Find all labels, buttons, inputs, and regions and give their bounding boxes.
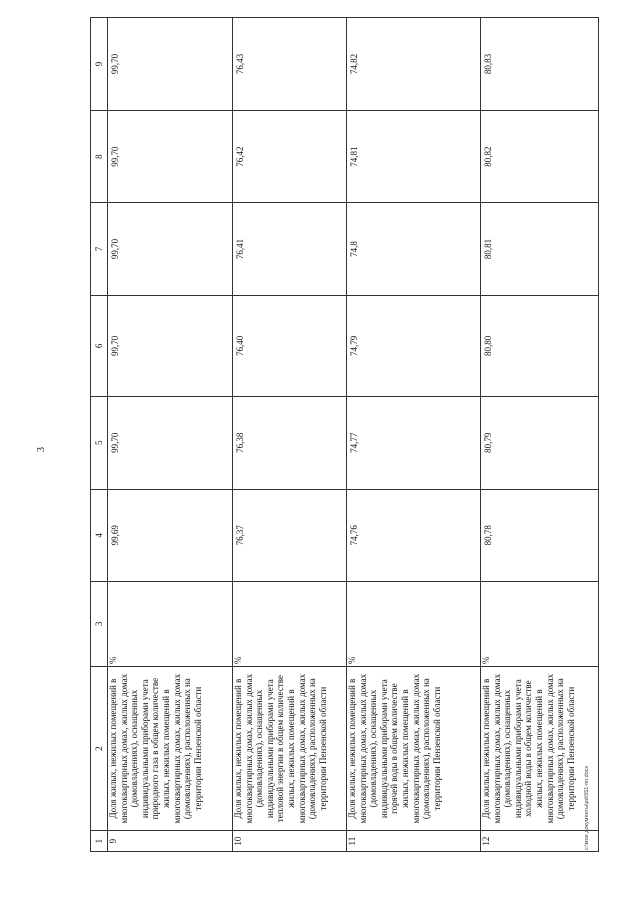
value-cell: 76,42 — [233, 111, 347, 203]
indicator-name: Доля жилых, нежилых помещений в многоквартирных домах, жилых домах (домовладениях), оснащенных индивидуальными приборами учета тепловой энергии в общем количестве жилых, нежилых помещений в многоквартирных домах, жилых домах (домовладениях), расположенных на территории Пензенской области — [233, 667, 347, 831]
indicator-name: Доля жилых, нежилых помещений в многоквартирных домах, жилых домах (домовладениях), оснащенных индивидуальными приборами учета холодной воды в общем количестве жилых, нежилых помещений в многоквартирных домах, жилых домах (домовладениях), расположенных на территории Пензенской области — [481, 667, 599, 831]
value-cell: 76,37 — [233, 489, 347, 581]
value-cell: 74,76 — [347, 489, 481, 581]
header-cell-7: 7 — [91, 203, 108, 296]
value-cell: 76,40 — [233, 296, 347, 397]
value-cell: 74,82 — [347, 18, 481, 111]
page-number: 3 — [36, 447, 47, 452]
indicators-table — [90, 17, 599, 852]
header-cell-2: 2 — [91, 667, 108, 831]
table-header-row — [91, 18, 108, 852]
value-cell: 74,79 — [347, 296, 481, 397]
row-number: 9 — [108, 831, 233, 852]
value-cell: 99,70 — [108, 203, 233, 296]
row-number: 11 — [347, 831, 481, 852]
value-cell: 80,80 — [481, 296, 599, 397]
value-cell: 80,82 — [481, 111, 599, 203]
file-path-footer: c:\мои документы\pd\551-пп.docx — [584, 765, 590, 850]
value-cell: 99,69 — [108, 489, 233, 581]
table-row — [108, 18, 233, 852]
row-number: 12 — [481, 831, 599, 852]
indicator-name: Доля жилых, нежилых помещений в многоквартирных домах, жилых домах (домовладениях), оснащенных индивидуальными приборами учета горячей воды в общем количестве жилых, нежилых помещений в многоквартирных домах, жилых домах (домовладениях), расположенных на территории Пензенской области — [347, 667, 481, 831]
unit-cell: % — [347, 581, 481, 666]
value-cell: 99,70 — [108, 111, 233, 203]
header-cell-8: 8 — [91, 111, 108, 203]
value-cell: 74,8 — [347, 203, 481, 296]
indicator-name: Доля жилых, нежилых помещений в многоквартирных домах, жилых домах (домовладениях), оснащенных индивидуальными приборами учета природного газа в общем количестве жилых, нежилых помещений в многоквартирных домах, жилых домах (домовладениях), расположенных на территории Пензенской области — [108, 667, 233, 831]
value-cell: 76,43 — [233, 18, 347, 111]
rotated-page-content — [90, 17, 590, 852]
value-cell: 76,41 — [233, 203, 347, 296]
value-cell: 80,81 — [481, 203, 599, 296]
value-cell: 76,38 — [233, 396, 347, 489]
value-cell: 80,79 — [481, 396, 599, 489]
unit-cell: % — [233, 581, 347, 666]
value-cell: 74,81 — [347, 111, 481, 203]
value-cell: 80,83 — [481, 18, 599, 111]
unit-cell: % — [481, 581, 599, 666]
header-cell-9: 9 — [91, 18, 108, 111]
header-cell-1: 1 — [91, 831, 108, 852]
value-cell: 74,77 — [347, 396, 481, 489]
row-number: 10 — [233, 831, 347, 852]
header-cell-6: 6 — [91, 296, 108, 397]
value-cell: 99,70 — [108, 396, 233, 489]
table-row — [481, 18, 599, 852]
value-cell: 80,78 — [481, 489, 599, 581]
value-cell: 99,70 — [108, 296, 233, 397]
header-cell-3: 3 — [91, 581, 108, 666]
table-row — [347, 18, 481, 852]
table-row — [233, 18, 347, 852]
value-cell: 99,70 — [108, 18, 233, 111]
header-cell-4: 4 — [91, 489, 108, 581]
header-cell-5: 5 — [91, 396, 108, 489]
unit-cell: % — [108, 581, 233, 666]
